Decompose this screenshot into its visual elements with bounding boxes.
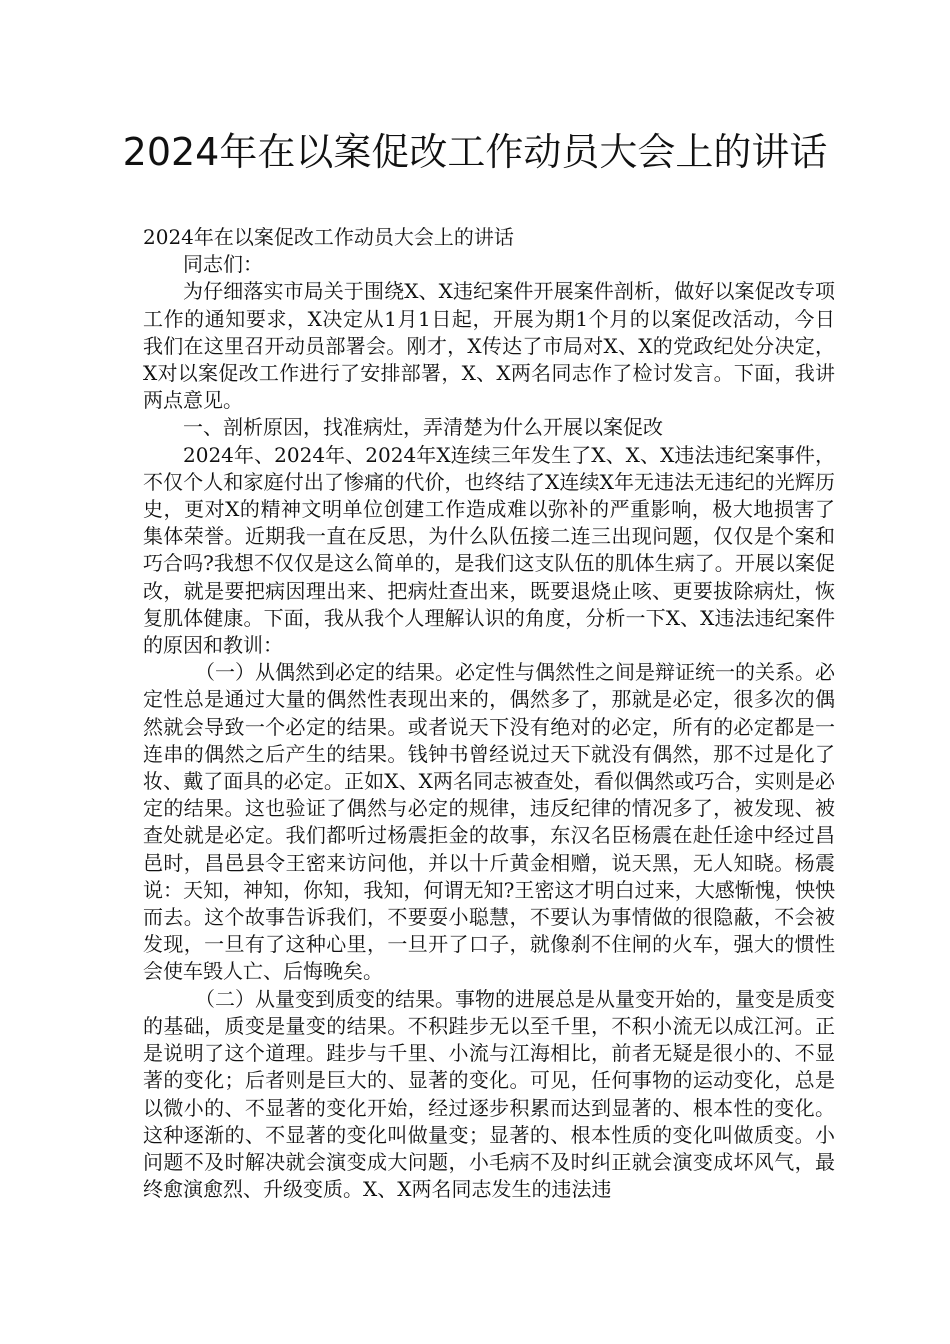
salutation: 同志们： xyxy=(183,252,263,277)
section-heading-1: 一、剖析原因，找准病灶，弄清楚为什么开展以案促改 xyxy=(183,415,663,440)
document-body xyxy=(143,224,835,1203)
paragraph-point-1: （一）从偶然到必定的结果。必定性与偶然性之间是辩证统一的关系。必定性总是通过大量的偶然性表现出来的，偶然多了，那就是必定，很多次的偶然就会导致一个必定的结果。或者说天下没有绝对的必定，所有的必定都是一连串的偶然之后产生的结果。钱钟书曾经说过天下就没有偶然，那不过是化了妆、戴了面具的必定。正如X、X两名同志被查处，看似偶然或巧合，实则是必定的结果。这也验证了偶然与必定的规律，违反纪律的情况多了，被发现、被查处就是必定。我们都听过杨震拒金的故事，东汉名臣杨震在赴任途中经过昌邑时，昌邑县令王密来访问他，并以十斤黄金相赠，说天黑，无人知晓。杨震说：天知，神知，你知，我知，何谓无知?王密这才明白过来，大感惭愧，怏怏而去。这个故事告诉我们，不要耍小聪慧，不要认为事情做的很隐蔽，不会被发现，一旦有了这种心里，一旦开了口子，就像刹不住闸的火车，强大的惯性会使车毁人亡、后悔晚矣。 xyxy=(143,660,835,984)
paragraph-analysis: 2024年、2024年、2024年X连续三年发生了X、X、X违法违纪案事件，不仅个人和家庭付出了惨痛的代价，也终结了X连续X年无违法无违纪的光辉历史，更对X的精神文明单位创建工作造成难以弥补的严重影响，极大地损害了集体荣誉。近期我一直在反思，为什么队伍接二连三出现问题，仅仅是个案和巧合吗?我想不仅仅是这么简单的，是我们这支队伍的肌体生病了。开展以案促改，就是要把病因理出来、把病灶查出来，既要退烧止咳、更要拔除病灶，恢复肌体健康。下面，我从我个人理解认识的角度，分析一下X、X违法违纪案件的原因和教训： xyxy=(143,442,835,658)
document-subtitle: 2024年在以案促改工作动员大会上的讲话 xyxy=(143,225,514,249)
paragraph-point-2: （二）从量变到质变的结果。事物的进展总是从量变开始的，量变是质变的基础，质变是量变的结果。不积跬步无以至千里，不积小流无以成江河。正是说明了这个道理。跬步与千里、小流与江海相比，前者无疑是很小的、不显著的变化；后者则是巨大的、显著的变化。可见，任何事物的运动变化，总是以微小的、不显著的变化开始，经过逐步积累而达到显著的、根本性的变化。这种逐渐的、不显著的变化叫做量变；显著的、根本性质的变化叫做质变。小问题不及时解决就会演变成大问题，小毛病不及时纠正就会演变成坏风气，最终愈演愈烈、升级变质。X、X两名同志发生的违法违 xyxy=(143,986,835,1202)
paragraph-intro: 为仔细落实市局关于围绕X、X违纪案件开展案件剖析，做好以案促改专项工作的通知要求，X决定从1月1日起，开展为期1个月的以案促改活动，今日我们在这里召开动员部署会。刚才，X传达了市局对X、X的党政纪处分决定，X对以案促改工作进行了安排部署，X、X两名同志作了检讨发言。下面，我讲两点意见。 xyxy=(143,279,835,413)
document-title: 2024年在以案促改工作动员大会上的讲话 xyxy=(122,130,828,174)
